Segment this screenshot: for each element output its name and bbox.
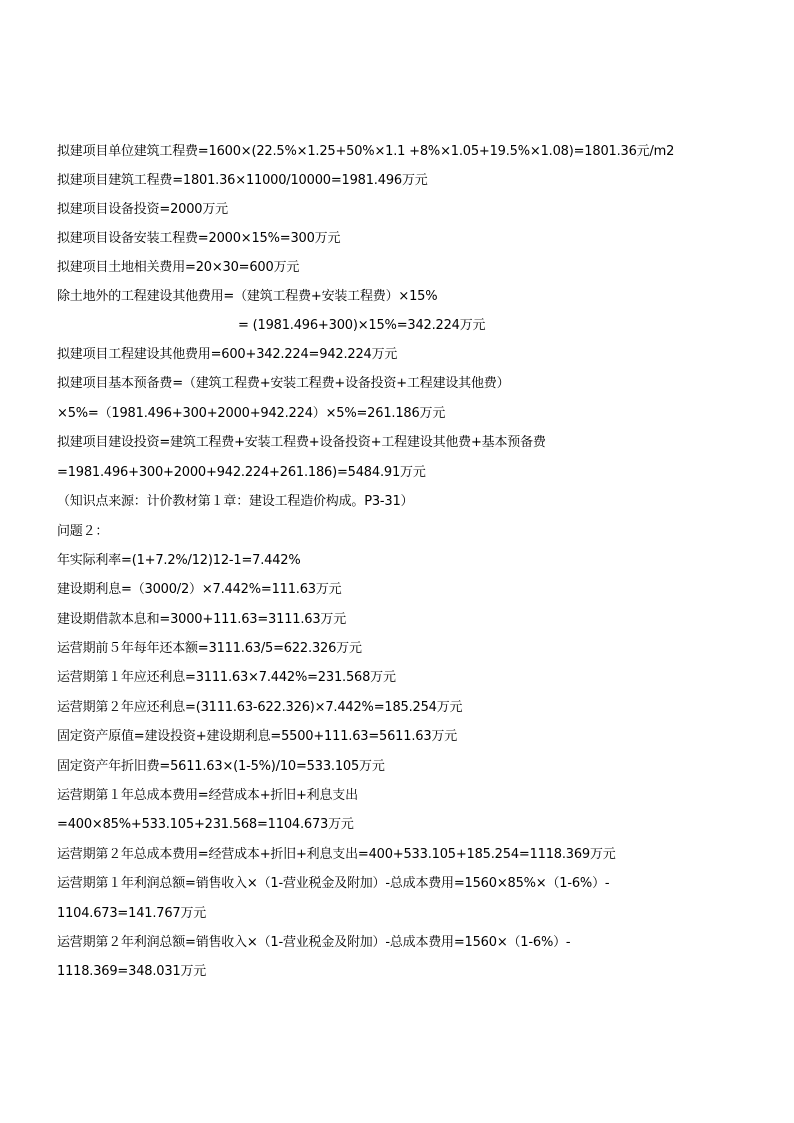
text-line: 拟建项目土地相关费用=20×30=600万元 <box>57 260 300 275</box>
text-line: 固定资产原值=建设投资+建设期利息=5500+111.63=5611.63万元 <box>57 729 457 744</box>
text-line: 运营期第２年利润总额=销售收入×（1-营业税金及附加）-总成本费用=1560×（1-6%）- <box>57 935 571 950</box>
text-line: 运营期第２年应还利息=(3111.63-622.326)×7.442%=185.254万元 <box>57 700 463 715</box>
text-line: 除土地外的工程建设其他费用=（建筑工程费+安装工程费）×15% <box>57 289 438 304</box>
text-line: 拟建项目建筑工程费=1801.36×11000/10000=1981.496万元 <box>57 173 428 188</box>
text-line: ×5%=（1981.496+300+2000+942.224）×5%=261.186万元 <box>57 406 446 421</box>
text-line: 拟建项目设备投资=2000万元 <box>57 202 228 217</box>
text-line: 建设期借款本息和=3000+111.63=3111.63万元 <box>57 612 347 627</box>
text-line: 拟建项目建设投资=建筑工程费+安装工程费+设备投资+工程建设其他费+基本预备费 <box>57 435 546 450</box>
text-line: = (1981.496+300)×15%=342.224万元 <box>238 318 486 333</box>
text-line: 拟建项目单位建筑工程费=1600×(22.5%×1.25+50%×1.1 +8%×1.05+19.5%×1.08)=1801.36元/m2 <box>57 144 675 159</box>
text-line: 固定资产年折旧费=5611.63×(1-5%)/10=533.105万元 <box>57 759 385 774</box>
text-line: 运营期第１年利润总额=销售收入×（1-营业税金及附加）-总成本费用=1560×85%×（1-6%）- <box>57 876 610 891</box>
section-heading: 问题２： <box>57 524 109 539</box>
text-line: 拟建项目基本预备费=（建筑工程费+安装工程费+设备投资+工程建设其他费） <box>57 376 510 391</box>
text-line: =1981.496+300+2000+942.224+261.186)=5484.91万元 <box>57 465 426 480</box>
text-line: 年实际利率=(1+7.2%/12)12-1=7.442% <box>57 553 301 568</box>
text-line: 建设期利息=（3000/2）×7.442%=111.63万元 <box>57 582 342 597</box>
text-line: 运营期第１年应还利息=3111.63×7.442%=231.568万元 <box>57 670 396 685</box>
text-line: 拟建项目工程建设其他费用=600+342.224=942.224万元 <box>57 347 398 362</box>
text-line: 运营期第１年总成本费用=经营成本+折旧+利息支出 <box>57 788 358 803</box>
text-line: =400×85%+533.105+231.568=1104.673万元 <box>57 817 354 832</box>
text-line: 运营期第２年总成本费用=经营成本+折旧+利息支出=400+533.105+185.254=1118.369万元 <box>57 847 616 862</box>
text-line: 1118.369=348.031万元 <box>57 964 207 979</box>
text-line: （知识点来源：计价教材第１章：建设工程造价构成。P3-31） <box>57 494 414 509</box>
text-line: 运营期前５年每年还本额=3111.63/5=622.326万元 <box>57 641 362 656</box>
text-line: 1104.673=141.767万元 <box>57 906 207 921</box>
text-line: 拟建项目设备安装工程费=2000×15%=300万元 <box>57 231 341 246</box>
